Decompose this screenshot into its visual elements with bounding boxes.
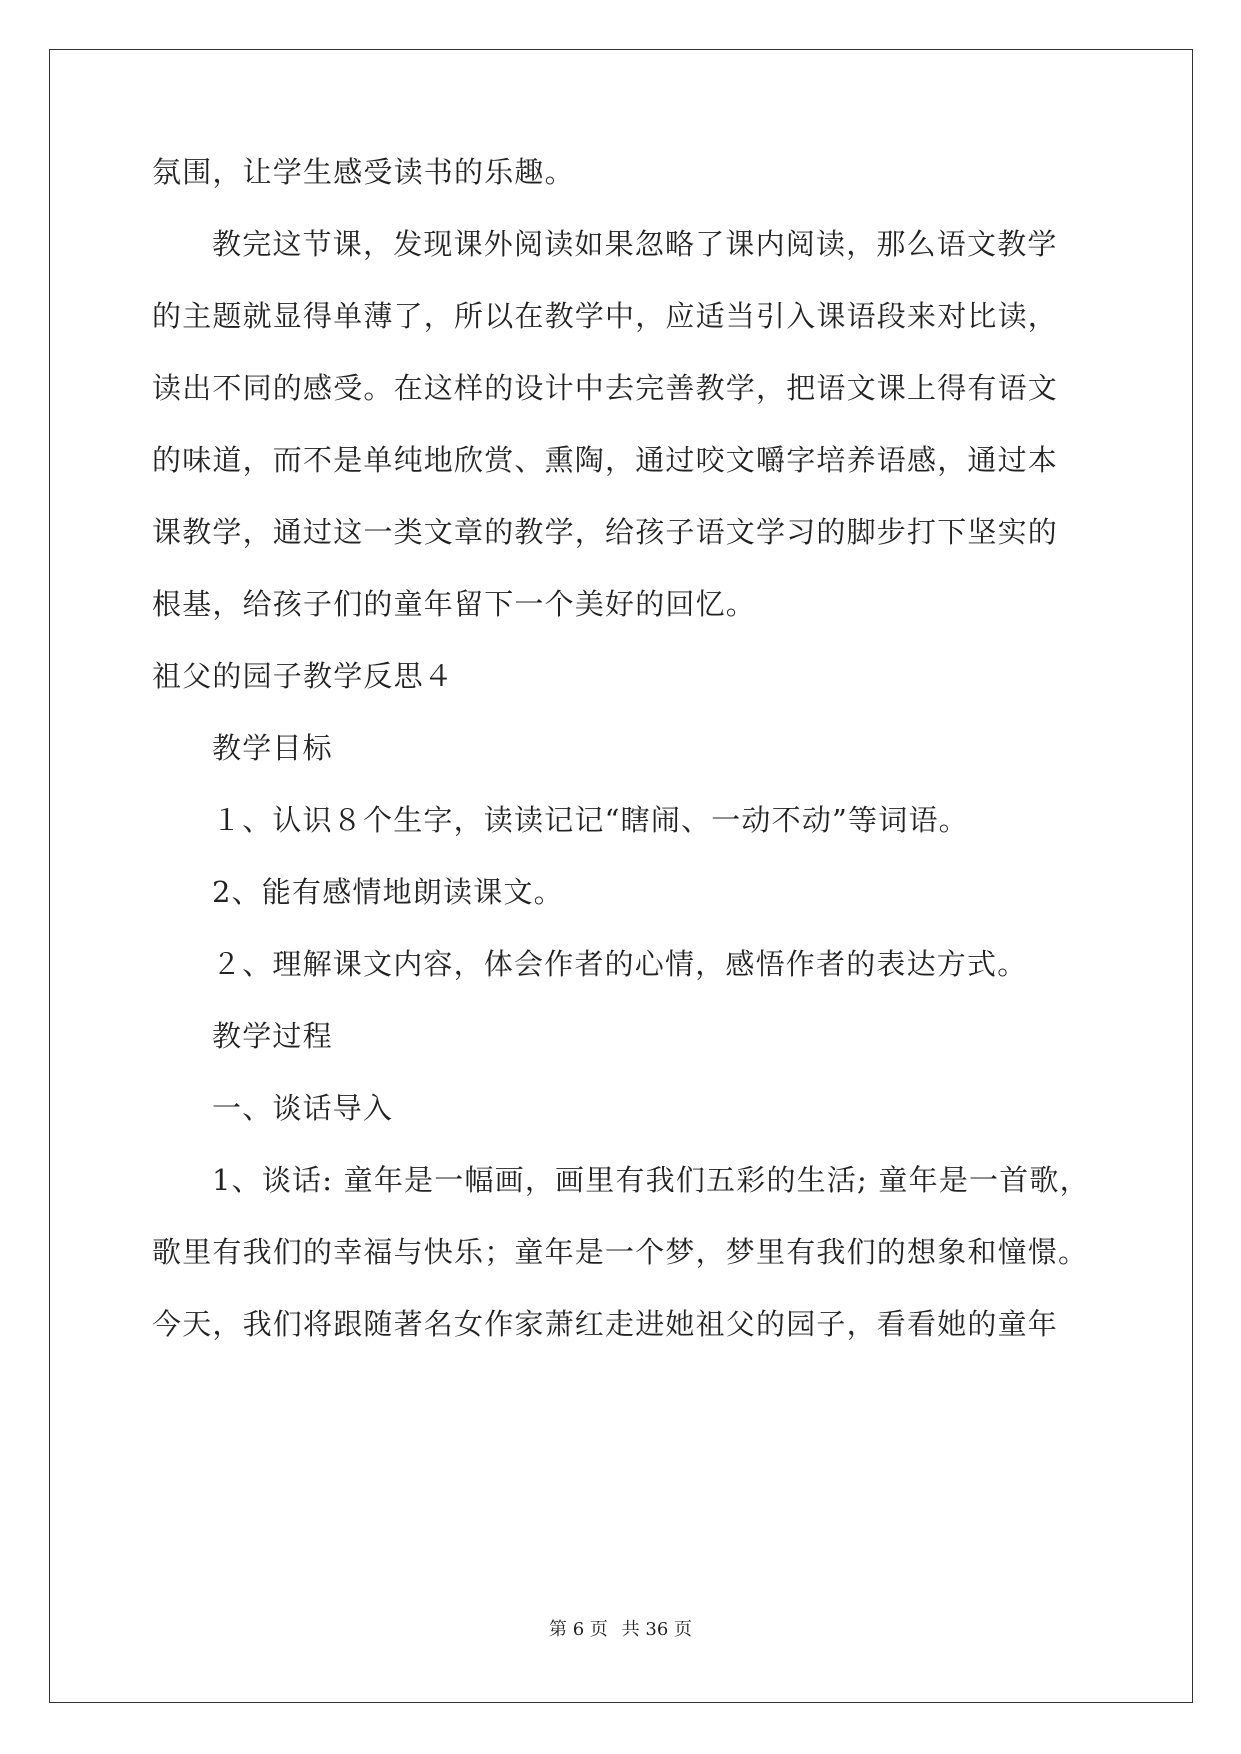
paragraph-line: 教完这节课，发现课外阅读如果忽略了课内阅读，那么语文教学 [212, 227, 1058, 261]
page-footer [0, 1618, 1241, 1642]
paragraph-line: 根基，给孩子们的童年留下一个美好的回忆。 [152, 587, 757, 621]
subsection-heading: 教学目标 [212, 731, 333, 765]
paragraph-line: 1、谈话: 童年是一幅画，画里有我们五彩的生活; 童年是一首歌， [212, 1163, 1090, 1197]
paragraph-line: 课教学，通过这一类文章的教学，给孩子语文学习的脚步打下坚实的 [152, 515, 1059, 549]
subsection-heading: 教学过程 [212, 1019, 333, 1053]
section-heading: 祖父的园子教学反思４ [152, 659, 455, 693]
paragraph-line: 的味道，而不是单纯地欣赏、熏陶，通过咬文嚼字培养语感，通过本 [152, 443, 1059, 477]
total-pages: 共 36 页 [621, 1619, 692, 1640]
list-item: １、认识８个生字，读读记记“瞎闹、一动不动”等词语。 [212, 803, 969, 837]
paragraph-line: 读出不同的感受。在这样的设计中去完善教学，把语文课上得有语文 [152, 371, 1059, 405]
paragraph-line: 的主题就显得单薄了，所以在教学中，应适当引入课语段来对比读， [152, 299, 1059, 333]
page-number: 第 6 页 [549, 1619, 608, 1640]
subsection-heading: 一、谈话导入 [212, 1091, 394, 1125]
list-item: 2、能有感情地朗读课文。 [212, 875, 564, 909]
list-item: ２、理解课文内容，体会作者的心情，感悟作者的表达方式。 [212, 947, 1028, 981]
paragraph-line: 氛围，让学生感受读书的乐趣。 [152, 155, 575, 189]
paragraph-line: 歌里有我们的幸福与快乐；童年是一个梦，梦里有我们的想象和憧憬。 [152, 1235, 1089, 1269]
paragraph-line: 今天，我们将跟随著名女作家萧红走进她祖父的园子，看看她的童年 [152, 1307, 1059, 1341]
